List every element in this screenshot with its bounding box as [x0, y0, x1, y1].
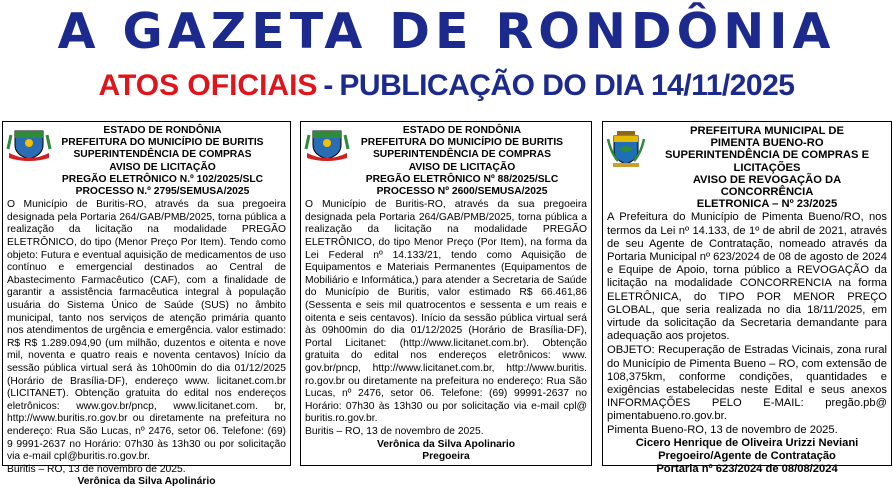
pimenta-bueno-coat-of-arms-icon [607, 129, 645, 169]
notice-body: A Prefeitura do Município de Pimenta Bueno/RO, nos termos da Lei nº 14.133, de 1º de abril de 2021, através de seu Agente de Contratação, nomeado através da Portaria Municipal nº 623/2024 de 08 de agosto de 2024 e Equipe de Apoio, torna público a REVOGAÇÃO da licitação na modalidade CONCORRENCIA na forma ELETRÔNICA, do TIPO POR MENOR PREÇO GLOBAL, que seria realizada no dia 18/11/2025, em virtude da solicitação da Secretaria demandante para adequação aos projetos. [607, 211, 887, 343]
header-line: SUPERINTENDÊNCIA DE COMPRAS [73, 149, 252, 161]
notice-date: Buritis – RO, 13 de novembro de 2025. [305, 425, 484, 437]
signature-role: Pregoeiro/Agente de Contratação [658, 450, 836, 463]
notice-body: O Município de Buritis-RO, através da sua pregoeira designada pela Portaria 264/GAB/PMB/2025, torna pública a realização da licitação na modalidade PREGÃO ELETRÔNICO, do tipo (Menor Preço Por Item). Tendo como objeto: Futura e eventual aquisição de medicamentos de uso contínuo e emergencial destinados ao Central de Abastecimento Farmacêutico (CAF), com a finalidade de garantir a assistência farmacêutica integral à população usuária do Sistema Único de Saúde (SUS) no âmbito municipal, tanto nos serviços de atenção primária quanto nos atendimentos de urgência e emergência. valor estimado: R$ R$ 1.289.094,90 (um milhão, duzentos e oitenta e nove mil, noventa e quatro reais e noventa centavos) Início da sessão pública virtual será às 10h00min do dia 01/12/2025 (Horário de Brasília-DF), endereço www. licitanet.com.br (LICITANET). Obtenção gratuita do edital nos endereços eletrônicos: www.gov.br/pncp, www.licitanet.com. br, http://www.buritis.ro.gov.br ou diretamente na prefeitura no endereço: Rua São Lucas, nº 2476, setor 06. Telefone: (69) 9 9991-2637 no Horário: 07h30 às 13h30 ou por solicitação via e-mail cpl@buritis.ro.gov.br. [7, 199, 286, 463]
header-line: LICITAÇÕES [733, 161, 801, 174]
header-line: PREGÃO ELETRÔNICO Nº 88/2025/SLC [365, 173, 559, 185]
notice-header [7, 125, 286, 198]
atos-oficiais-label: ATOS OFICIAIS [98, 69, 318, 102]
header-line: SUPERINTENDÊNCIA DE COMPRAS E [664, 149, 870, 162]
publication-date-label: PUBLICAÇÃO DO DIA 14/11/2025 [339, 69, 795, 102]
header-line: PROCESSO N.º 2795/SEMUSA/2025 [75, 186, 250, 198]
header-line: PROCESSO Nº 2600/SEMUSA/2025 [376, 186, 548, 198]
notice-header [305, 125, 587, 198]
header-line: PIMENTA BUENO-RO [710, 137, 824, 150]
header-line: AVISO DE LICITAÇÃO [109, 161, 216, 173]
notice-buritis-102 [2, 121, 291, 488]
section-header [0, 66, 893, 106]
header-line: PREFEITURA DO MUNICÍPIO DE BURITIS [61, 137, 264, 149]
header-line: SUPERINTENDÊNCIA DE COMPRAS [372, 149, 552, 161]
separator: - [323, 69, 334, 102]
signature-name: Verônica da Silva Apolinário [77, 476, 216, 488]
buritis-coat-of-arms-icon [305, 127, 349, 161]
buritis-coat-of-arms-icon [7, 127, 51, 161]
notice-header [607, 125, 887, 210]
header-line: PREGÃO ELETRÔNICO N.º 102/2025/SLC [61, 173, 264, 185]
signature-name: Cicero Henrique de Oliveira Urizzi Neviani [635, 436, 859, 449]
notice-pimenta-bueno [602, 121, 892, 476]
notice-date: Pimenta Bueno-RO, 13 de novembro de 2025. [607, 423, 838, 436]
notice-body: O Município de Buritis-RO, através da sua pregoeira designada pela Portaria 264/GAB/PMB/2025, torna pública a realização da licitação na modalidade PREGÃO ELETRÔNICO, do tipo Menor Preço (Por Item), na forma da Lei Federal nº 14.133/21, tendo como Aquisição de Equipamentos e Materiais Permanentes (Equipamentos de Mobiliário e Informática,) para atender a Secretaria de Saúde do Município de Buritis, valor estimado R$ 66.461,86 (Sessenta e seis mil quatrocentos e sessenta e um reais e oitenta e seis centavos). Início da sessão pública virtual será às 09h00min do dia 01/12/2025 (Horário de Brasília-DF), Portal Licitanet: (http://www.licitanet.com.br). Obtenção gratuita do edital nos endereços eletrônicos: www. gov.br/pncp, http://www.licitanet.com.br, http://www.buritis. ro.gov.br ou diretamente na prefeitura no endereço: Rua São Lucas, nº 2476, setor 06. Telefone: (69) 99991-2637 no Horário: 07h30 às 13h30 ou por solicitação via e-mail cpl@ buritis.ro.gov.br. [305, 199, 587, 425]
header-line: AVISO DE REVOGAÇÃO DA CONCORRÊNCIA [692, 173, 842, 199]
header-line: ELETRONICA – Nº 23/2025 [696, 198, 838, 211]
header-line: PREFEITURA DO MUNICÍPIO DE BURITIS [360, 137, 564, 149]
header-line: ESTADO DE RONDÔNIA [103, 125, 222, 136]
notice-object: OBJETO: Recuperação de Estradas Vicinais, zona rural do Município de Pimenta Bueno – RO, com extensão de 108,375km, conforme condições, quantidades e exigências estabelecidas neste Edital e seus anexos INFORMAÇÕES PELO E-MAIL: pregão.pb@ pimentabueno.ro.gov.br. [607, 344, 887, 423]
signature-ordinance: Portaria nº 623/2024 de 08/08/2024 [656, 463, 838, 476]
header-line: AVISO DE LICITAÇÃO [408, 161, 516, 173]
newspaper-title: A GAZETA DE RONDÔNIA [57, 3, 836, 60]
signature-name: Verônica da Silva Apolinario [376, 438, 516, 450]
header-line: PREFEITURA MUNICIPAL DE [690, 125, 844, 137]
notice-date: Buritis – RO, 13 de novembro de 2025. [7, 463, 186, 475]
notice-buritis-88 [300, 121, 592, 466]
header-line: ESTADO DE RONDÔNIA [402, 125, 522, 136]
signature-role: Pregoeira [422, 451, 470, 463]
